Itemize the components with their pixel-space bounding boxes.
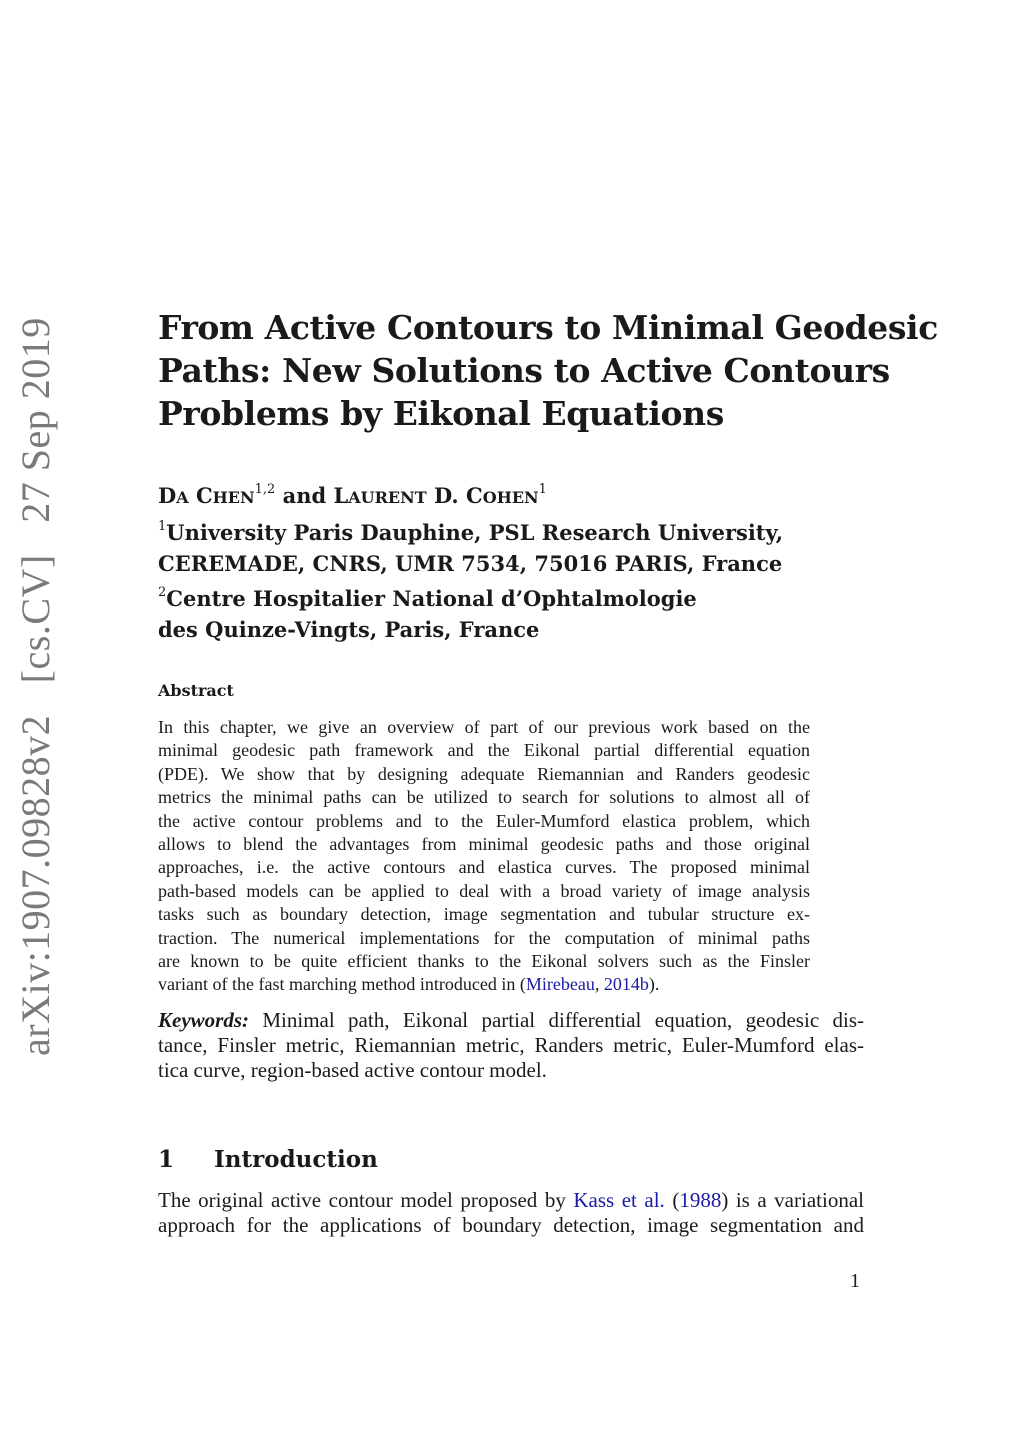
citation-kass-author-link[interactable]: Kass et al. (573, 1188, 665, 1212)
author-1-affiliation-mark: 1,2 (254, 482, 276, 497)
abstract-line: metrics the minimal paths can be utilized to search for solutions to almost all of (158, 787, 810, 808)
abstract-body (158, 716, 810, 997)
keywords-line-2: tance, Finsler metric, Riemannian metric, Randers metric, Euler-Mumford elas- (158, 1033, 864, 1057)
keywords-line-3: tica curve, region-based active contour model. (158, 1058, 547, 1082)
abstract-line: tasks such as boundary detection, image segmentation and tubular structure ex- (158, 904, 810, 925)
abstract-line: traction. The numerical implementations for the computation of minimal paths (158, 927, 810, 948)
section-1-title: Introduction (214, 1146, 378, 1173)
section-1-number: 1 (158, 1146, 175, 1173)
abstract-line: are known to be quite efficient thanks to the Eikonal solvers such as the Finsler (158, 951, 810, 972)
keywords-label: Keywords: (158, 1008, 249, 1032)
abstract-line: allows to blend the advantages from minimal geodesic paths and those original (158, 834, 810, 855)
author-block (158, 476, 878, 645)
abstract-line: approaches, i.e. the active contours and elastica curves. The proposed minimal (158, 857, 810, 878)
keywords-line-1: Keywords: Minimal path, Eikonal partial differential equation, geodesic dis- (158, 1008, 864, 1032)
affiliation-2-line-1: $^2$Centre Hospitalier National d’Ophtalmologie (158, 585, 697, 611)
intro-line-1: The original active contour model proposed by Kass et al. (1988) is a variational (158, 1188, 864, 1212)
affiliation-2-line-2: des Quinze-Vingts, Paris, France (158, 617, 540, 642)
affiliation-1-line-1: $^1$University Paris Dauphine, PSL Research University, (158, 519, 784, 545)
section-1-heading (158, 1146, 378, 1173)
abstract-line: In this chapter, we give an overview of part of our previous work based on the (158, 717, 810, 737)
arxiv-sidebar-stamp (12, 317, 59, 1056)
arxiv-category: [cs.CV] (13, 554, 58, 684)
citation-mirebeau-author-link[interactable]: Mirebeau (525, 974, 595, 995)
intro-line-2: approach for the applications of boundary detection, image segmentation and (158, 1213, 864, 1237)
abstract-line: the active contour problems and to the Euler-Mumford elastica problem, which (158, 810, 810, 831)
title-line-2: Paths: New Solutions to Active Contours (158, 351, 890, 390)
citation-kass-year-link[interactable]: 1988 (679, 1188, 722, 1212)
title-line-3: Problems by Eikonal Equations (158, 394, 724, 433)
author-2-name: LAURENT D. COHEN (333, 483, 539, 508)
abstract-heading: Abstract (158, 681, 234, 700)
arxiv-date: 27 Sep 2019 (13, 317, 58, 523)
author-2-affiliation-mark: 1 (538, 482, 547, 497)
affiliation-1-line-2: CEREMADE, CNRS, UMR 7534, 75016 PARIS, France (158, 551, 783, 576)
abstract-line: (PDE). We show that by designing adequate Riemannian and Randers geodesic (158, 763, 810, 784)
title-line-1: From Active Contours to Minimal Geodesic (158, 308, 938, 347)
section-1-body (158, 1188, 864, 1238)
author-conjunction: and (282, 483, 327, 508)
abstract-line: minimal geodesic path framework and the Eikonal partial differential equation (158, 740, 810, 761)
author-1-name: DA CHEN (158, 483, 255, 508)
author-line (158, 476, 878, 513)
abstract-line: path-based models can be applied to deal with a broad variety of image analysis (158, 880, 810, 901)
citation-mirebeau-year-link[interactable]: 2014b (603, 974, 649, 995)
paper-title (158, 306, 938, 435)
abstract-last-line: variant of the fast marching method introduced in (Mirebeau, 2014b). (158, 974, 660, 995)
page-number: 1 (850, 1270, 860, 1292)
keywords-block (158, 1008, 864, 1083)
arxiv-id: arXiv:1907.09828v2 (13, 714, 58, 1056)
